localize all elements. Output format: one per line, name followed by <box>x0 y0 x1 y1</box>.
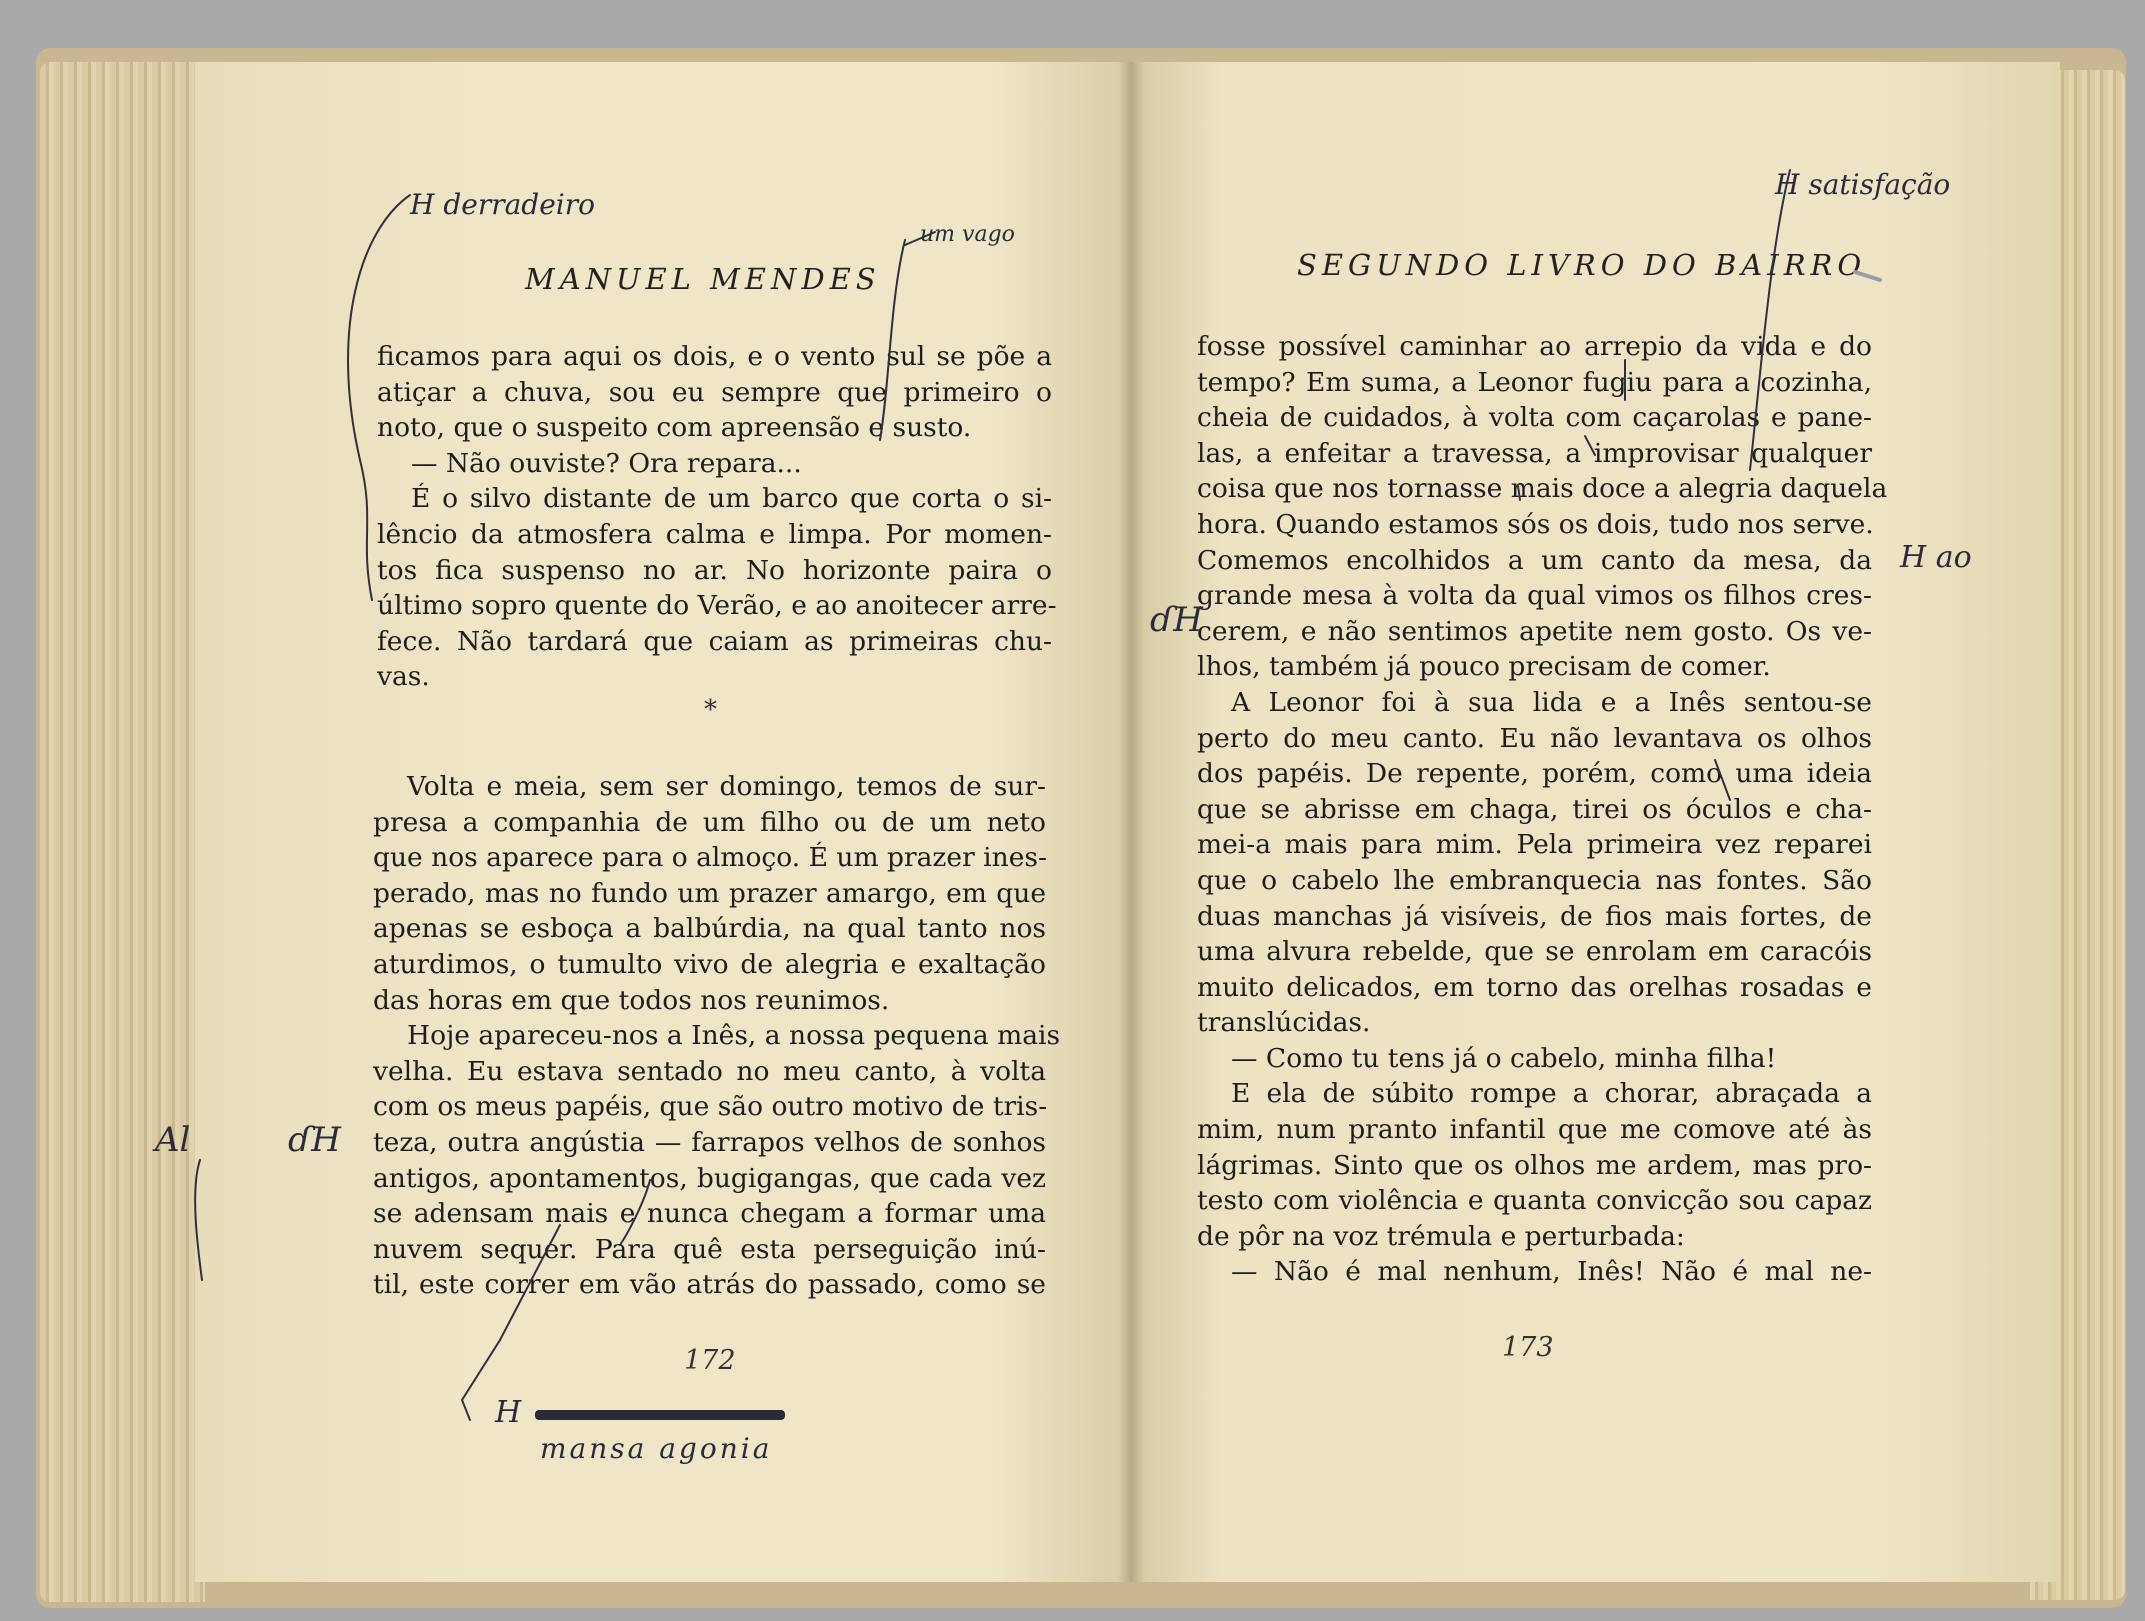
text-line: aturdimos, o tumulto vivo de alegria e exaltação <box>373 948 1046 980</box>
text-line: fosse possível caminhar ao arrepio da vida e do <box>1197 331 1872 362</box>
text-line: muito delicados, em torno das orelhas rosadas e <box>1197 971 1872 1003</box>
text-line: Hoje apareceu-nos a Inês, a nossa pequena mais <box>407 1020 1061 1052</box>
text-line: último sopro quente do Verão, e ao anoitecer arre- <box>377 590 1057 622</box>
text-line: tos fica suspenso no ar. No horizonte paira o <box>377 554 1052 586</box>
handnote-top-right-left-page: um vago <box>920 222 1015 247</box>
section-separator: * <box>704 695 717 725</box>
handnote-top-left: H derradeiro <box>410 188 595 221</box>
text-line: dos papéis. De repente, porém, como uma ideia <box>1197 758 1872 790</box>
text-line: cheia de cuidados, à volta com caçarolas e pane- <box>1197 402 1872 434</box>
text-line: uma alvura rebelde, que se enrolam em caracóis <box>1197 936 1872 968</box>
text-line: cerem, e não sentimos apetite nem gosto. Os ve- <box>1197 615 1872 647</box>
text-line: coisa que nos tornasse mais doce a alegria daquela <box>1197 473 1888 505</box>
text-line: translúcidas. <box>1197 1007 1371 1039</box>
text-line: nuvem sequer. Para quê esta perseguição inú- <box>373 1233 1046 1265</box>
text-line: lágrimas. Sinto que os olhos me ardem, mas pro- <box>1197 1149 1872 1181</box>
right-text-block <box>1197 329 1888 1290</box>
left-text-block-1 <box>377 339 1057 695</box>
handnote-margin-right: H ao <box>1900 540 1972 575</box>
text-line: duas manchas já visíveis, de fios mais fortes, de <box>1197 900 1872 932</box>
text-line: noto, que o suspeito com apreensão e susto. <box>377 412 972 444</box>
text-line: É o silvo distante de um barco que corta o si- <box>411 483 1052 515</box>
text-line: atiçar a chuva, sou eu sempre que primeiro o <box>377 376 1052 408</box>
text-line: que o cabelo lhe embranquecia nas fontes. São <box>1197 864 1872 896</box>
text-line: de pôr na voz trémula e perturbada: <box>1197 1220 1685 1252</box>
text-line: tempo? Em suma, a Leonor fugiu para a cozinha, <box>1197 366 1872 398</box>
text-line: das horas em que todos nos reunimos. <box>373 984 890 1016</box>
handnote-margin-al: Al <box>155 1120 191 1160</box>
right-page-number: 173 <box>1502 1332 1554 1363</box>
text-line: lhos, também já pouco precisam de comer. <box>1197 651 1771 683</box>
text-line: — Não é mal nenhum, Inês! Não é mal ne- <box>1231 1256 1872 1288</box>
text-line: til, este correr em vão atrás do passado, como se <box>373 1269 1046 1301</box>
text-line: vas. <box>377 661 430 693</box>
text-line: lêncio da atmosfera calma e limpa. Por momen- <box>377 518 1052 550</box>
text-line: — Como tu tens já o cabelo, minha filha! <box>1231 1042 1777 1074</box>
book-gutter <box>1118 62 1144 1582</box>
text-line: antigos, apontamentos, bugigangas, que cada vez <box>373 1162 1046 1194</box>
text-line: perado, mas no fundo um prazer amargo, em que <box>373 877 1046 909</box>
text-line: presa a companhia de um filho ou de um neto <box>373 806 1046 838</box>
text-line: mim, num pranto infantil que me comove até às <box>1197 1114 1872 1146</box>
text-line: perto do meu canto. Eu não levantava os olhos <box>1197 722 1872 754</box>
text-line: que se abrisse em chaga, tirei os óculos e cha- <box>1197 793 1872 825</box>
scribbled-out-word <box>535 1410 785 1420</box>
text-line: — Não ouviste? Ora repara... <box>411 447 802 479</box>
handnote-margin-dh-right: ɗH <box>1150 600 1203 640</box>
left-running-header: MANUEL MENDES <box>525 262 881 296</box>
text-line: se adensam mais e nunca chegam a formar uma <box>373 1198 1046 1230</box>
handnote-top-right: H satisfação <box>1775 168 1951 201</box>
text-line: fece. Não tardará que caiam as primeiras chu- <box>377 625 1052 657</box>
handnote-bottom-h: H <box>495 1395 522 1430</box>
text-line: testo com violência e quanta convicção sou capaz <box>1197 1185 1872 1217</box>
text-line: grande mesa à volta da qual vimos os filhos cres- <box>1197 580 1872 612</box>
text-line: Comemos encolhidos a um canto da mesa, da <box>1197 544 1872 576</box>
text-line: hora. Quando estamos sós os dois, tudo nos serve. <box>1197 508 1874 540</box>
text-line: A Leonor foi à sua lida e a Inês sentou-se <box>1231 686 1872 718</box>
text-line: teza, outra angústia — farrapos velhos de sonhos <box>373 1126 1046 1158</box>
left-text-block-2 <box>373 769 1061 1303</box>
text-line: mei-a mais para mim. Pela primeira vez reparei <box>1197 829 1872 861</box>
text-line: com os meus papéis, que são outro motivo de tris- <box>373 1091 1048 1123</box>
right-running-header: SEGUNDO LIVRO DO BAIRRO <box>1297 248 1867 282</box>
text-line: que nos aparece para o almoço. É um prazer ines- <box>373 842 1047 874</box>
handnote-margin-dh-left: ɗH <box>288 1120 341 1160</box>
text-line: velha. Eu estava sentado no meu canto, à volta <box>373 1055 1046 1087</box>
text-line: Volta e meia, sem ser domingo, temos de sur- <box>407 771 1046 802</box>
text-line: ficamos para aqui os dois, e o vento sul se põe a <box>377 341 1052 372</box>
text-line: las, a enfeitar a travessa, a improvisar qualquer <box>1197 437 1872 469</box>
handnote-bottom-text: mansa agonia <box>540 1432 773 1465</box>
left-page-number: 172 <box>684 1345 736 1376</box>
text-line: apenas se esboça a balbúrdia, na qual tanto nos <box>373 913 1046 945</box>
page-edges-left <box>40 62 205 1602</box>
text-line: E ela de súbito rompe a chorar, abraçada a <box>1231 1078 1872 1110</box>
